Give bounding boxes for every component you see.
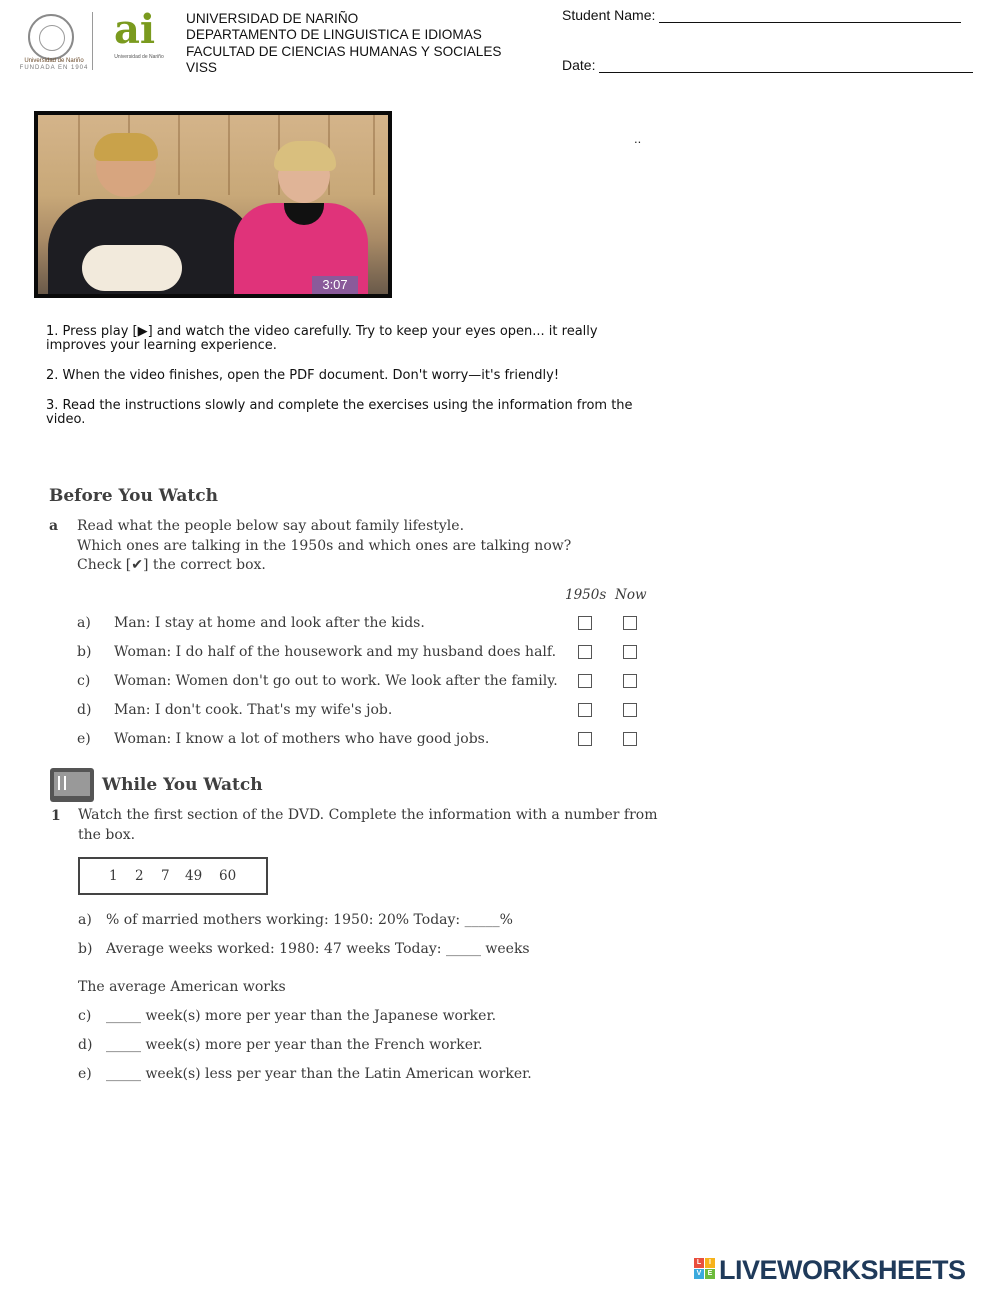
checkbox-now-e[interactable]: [623, 732, 637, 746]
stat-text[interactable]: Average weeks worked: 1980: 47 weeks Today: _____ weeks: [106, 941, 530, 957]
checkbox-1950s-e[interactable]: [578, 732, 592, 746]
dots-text: ..: [634, 131, 642, 146]
question-row: [77, 673, 558, 693]
comparison-text[interactable]: _____ week(s) more per year than the Japanese worker.: [106, 1008, 497, 1024]
date-field: [562, 57, 973, 73]
seal-text: Universidad de Nariño: [24, 58, 84, 64]
liveworksheets-wordmark: LIVEWORKSHEETS: [719, 1255, 966, 1285]
step-2: 2. When the video finishes, open the PDF document. Don't worry—it's friendly!: [46, 368, 560, 383]
student-name-field: [562, 7, 961, 23]
question-row: [77, 702, 392, 722]
stat-letter: a): [78, 912, 92, 928]
box-number: 49: [185, 868, 203, 884]
box-number: 60: [219, 868, 237, 884]
question-text: Woman: I know a lot of mothers who have good jobs.: [114, 731, 490, 747]
institution-heading: [186, 11, 502, 77]
badge-letter: V: [694, 1269, 704, 1279]
checkbox-1950s-b[interactable]: [578, 645, 592, 659]
ai-logo-caption: Universidad de Nariño: [114, 54, 164, 60]
stat-row: [78, 912, 513, 928]
question-letter: a): [77, 615, 91, 631]
question-row: [77, 731, 489, 751]
institution-line: VISS: [186, 60, 217, 76]
comparison-row: [78, 1037, 483, 1053]
prompt-line: Check [✔] the correct box.: [77, 557, 266, 573]
question-row: [77, 615, 425, 635]
institution-line: DEPARTAMENTO DE LINGUISTICA E IDIOMAS: [186, 27, 482, 43]
step-3: 3. Read the instructions slowly and complete the exercises using the information from the video.: [46, 398, 633, 427]
comparison-text[interactable]: _____ week(s) more per year than the French worker.: [106, 1037, 483, 1053]
student-name-label: Student Name:: [562, 7, 656, 23]
box-number: 2: [135, 868, 144, 884]
stat-letter: b): [78, 941, 93, 957]
student-name-input[interactable]: [659, 8, 961, 23]
subheading: The average American works: [78, 979, 286, 995]
badge-letter: L: [694, 1258, 704, 1268]
checkbox-now-b[interactable]: [623, 645, 637, 659]
comparison-row: [78, 1008, 496, 1024]
institution-line: UNIVERSIDAD DE NARIÑO: [186, 11, 359, 26]
comparison-text[interactable]: _____ week(s) less per year than the Latin American worker.: [106, 1066, 532, 1082]
tv-icon: [50, 768, 94, 802]
while-you-watch-title: While You Watch: [102, 775, 263, 795]
seal-subtext: FUNDADA EN 1904: [19, 65, 89, 71]
prompt-line: Which ones are talking in the 1950s and which ones are talking now?: [77, 537, 572, 554]
date-label: Date:: [562, 57, 596, 73]
question-row: [77, 644, 556, 664]
checkbox-now-a[interactable]: [623, 616, 637, 630]
video-duration: 3:07: [312, 276, 358, 294]
column-header-now: Now: [615, 587, 647, 603]
number-box: [78, 857, 268, 895]
prompt-line: Watch the first section of the DVD. Complete the information with a number from: [78, 807, 658, 823]
seal-caption: [18, 58, 90, 72]
question-text: Woman: I do half of the housework and my husband does half.: [114, 644, 557, 660]
question-letter: e): [77, 731, 91, 747]
badge-letter: I: [705, 1258, 715, 1268]
question-text: Man: I stay at home and look after the kids.: [114, 615, 425, 631]
question-text: Man: I don't cook. That's my wife's job.: [114, 702, 393, 718]
question-letter: c): [77, 673, 91, 689]
checkbox-1950s-d[interactable]: [578, 703, 592, 717]
video-player[interactable]: [34, 111, 392, 298]
exercise-prompt: [78, 806, 658, 845]
instruction-steps: [46, 325, 646, 427]
checkbox-1950s-c[interactable]: [578, 674, 592, 688]
box-number: 1: [109, 868, 118, 884]
stat-text[interactable]: % of married mothers working: 1950: 20% Today: _____%: [106, 912, 513, 928]
checkbox-now-d[interactable]: [623, 703, 637, 717]
stat-row: [78, 941, 530, 957]
logo-divider: [92, 12, 93, 70]
box-number: 7: [161, 868, 170, 884]
date-input[interactable]: [599, 58, 973, 73]
step-1: 1. Press play [▶] and watch the video carefully. Try to keep your eyes open... it really improves your learning experience.: [46, 324, 598, 353]
badge-letter: E: [705, 1269, 715, 1279]
exercise-prompt: [77, 517, 571, 576]
prompt-line: the box.: [78, 826, 136, 843]
checkbox-1950s-a[interactable]: [578, 616, 592, 630]
university-seal-icon: [28, 14, 74, 60]
ai-logo: ai: [114, 6, 156, 53]
liveworksheets-badge-icon: [694, 1258, 716, 1280]
comparison-letter: c): [78, 1008, 92, 1024]
before-you-watch-title: Before You Watch: [49, 486, 218, 506]
comparison-letter: d): [78, 1037, 93, 1053]
prompt-line: Read what the people below say about family lifestyle.: [77, 518, 465, 534]
comparison-letter: e): [78, 1066, 92, 1082]
institution-line: FACULTAD DE CIENCIAS HUMANAS Y SOCIALES: [186, 43, 502, 59]
checkbox-now-c[interactable]: [623, 674, 637, 688]
question-letter: d): [77, 702, 92, 718]
question-letter: b): [77, 644, 92, 660]
column-header-1950s: 1950s: [565, 587, 607, 603]
question-text: Woman: Women don't go out to work. We look after the family.: [114, 673, 558, 689]
exercise-number: 1: [51, 808, 61, 824]
exercise-letter: a: [49, 518, 59, 534]
comparison-row: [78, 1066, 532, 1082]
video-thumbnail: [38, 115, 388, 294]
